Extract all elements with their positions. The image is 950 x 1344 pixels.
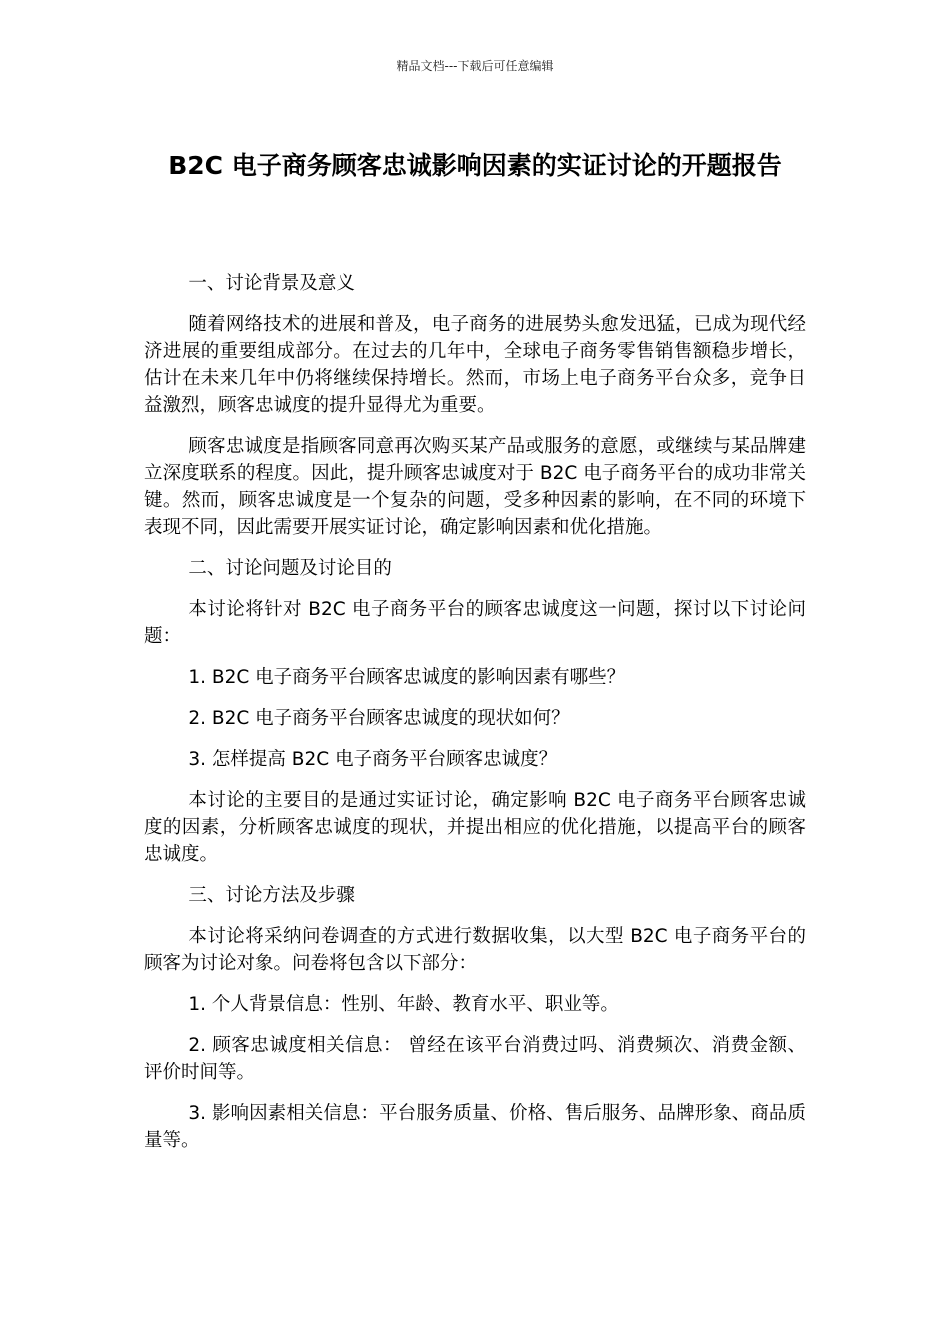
paragraph: 顾客忠诚度是指顾客同意再次购买某产品或服务的意愿，或继续与某品牌建立深度联系的程度。因此，提升顾客忠诚度对于 B2C 电子商务平台的成功非常关键。然而，顾客忠诚度是一个复杂的问题，受多种因素的影响，在不同的环境下表现不同，因此需要开展实证讨论，确定影响因素和优化措施。 <box>144 436 806 538</box>
list-item: 2. 顾客忠诚度相关信息： 曾经在该平台消费过吗、消费频次、消费金额、评价时间等。 <box>144 1035 806 1083</box>
list-item: 3. 怎样提高 B2C 电子商务平台顾客忠诚度？ <box>188 749 558 770</box>
section-heading-background: 一、讨论背景及意义 <box>188 273 355 294</box>
list-item: 3. 影响因素相关信息：平台服务质量、价格、售后服务、品牌形象、商品质量等。 <box>144 1103 806 1151</box>
document-body <box>144 270 806 1168</box>
section-heading-questions: 二、讨论问题及讨论目的 <box>188 558 392 579</box>
paragraph: 随着网络技术的进展和普及，电子商务的进展势头愈发迅猛，已成为现代经济进展的重要组成部分。在过去的几年中，全球电子商务零售销售额稳步增长，估计在未来几年中仍将继续保持增长。然而，市场上电子商务平台众多，竞争日益激烈，顾客忠诚度的提升显得尤为重要。 <box>144 314 806 416</box>
section-heading-methods: 三、讨论方法及步骤 <box>188 885 355 906</box>
list-item: 1. B2C 电子商务平台顾客忠诚度的影响因素有哪些？ <box>188 667 626 688</box>
list-item: 1. 个人背景信息：性别、年龄、教育水平、职业等。 <box>188 994 619 1015</box>
document-title: B2C 电子商务顾客忠诚影响因素的实证讨论的开题报告 <box>168 151 782 180</box>
paragraph: 本讨论的主要目的是通过实证讨论，确定影响 B2C 电子商务平台顾客忠诚度的因素，分析顾客忠诚度的现状，并提出相应的优化措施，以提高平台的顾客忠诚度。 <box>144 790 806 865</box>
paragraph: 本讨论将采纳问卷调查的方式进行数据收集，以大型 B2C 电子商务平台的顾客为讨论对象。问卷将包含以下部分： <box>144 926 806 974</box>
page-header-note: 精品文档---下载后可任意编辑 <box>396 59 554 73</box>
list-item: 2. B2C 电子商务平台顾客忠诚度的现状如何？ <box>188 708 570 729</box>
paragraph: 本讨论将针对 B2C 电子商务平台的顾客忠诚度这一问题，探讨以下讨论问题： <box>144 599 806 647</box>
